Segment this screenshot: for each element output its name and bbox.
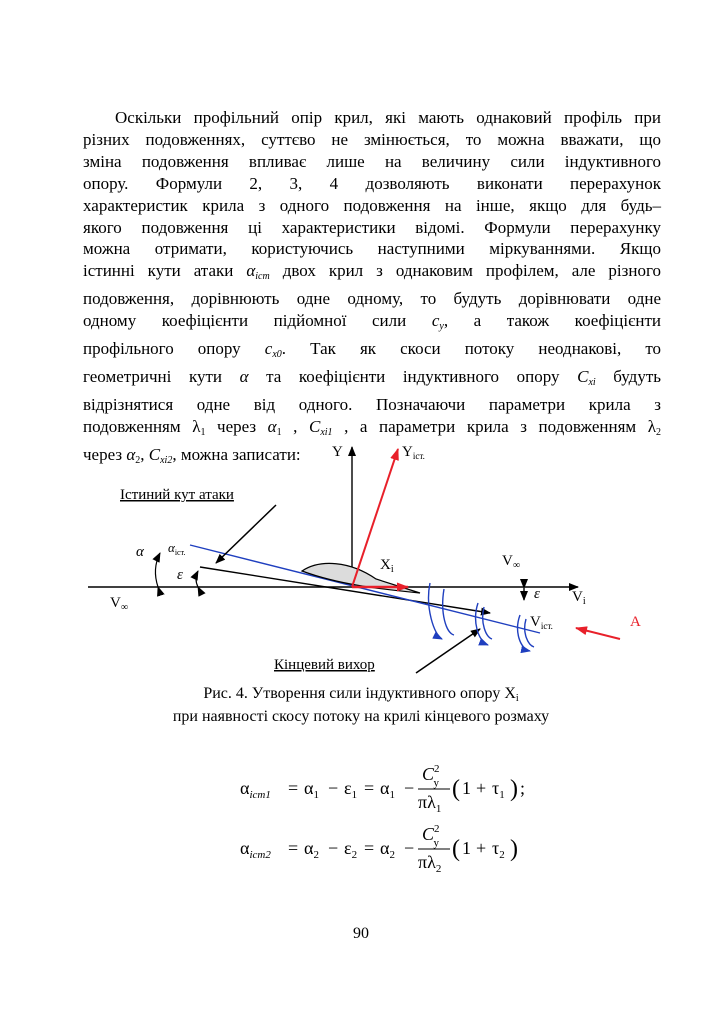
svg-text:τ1: $\tau_1$ bbox=[492, 778, 505, 801]
svg-text:πλ1: $\pi\lambda_1$ bbox=[418, 792, 442, 815]
text-line: опору. Формули 2, 3, 4 дозволяють виконати перерахунок bbox=[83, 173, 661, 193]
label-y-ist: $Y_{іст.}$ bbox=[402, 444, 425, 461]
text-run: подовженням λ bbox=[83, 416, 201, 436]
label-v-ist: $V_{іст.}$ bbox=[530, 614, 553, 631]
tip-vortex-loops bbox=[429, 583, 534, 651]
svg-text:α1: $\alpha_1$ bbox=[380, 778, 395, 801]
text-run: , а також коефіцієнти bbox=[443, 311, 662, 331]
symbol: c bbox=[431, 311, 440, 331]
figure-caption-line-2: при наявності скосу потоку на крилі кінцевого розмаху bbox=[172, 708, 550, 725]
label-true-angle: Істиний кут атаки bbox=[120, 487, 234, 503]
label-xi: $X_i$ bbox=[380, 557, 394, 575]
true-velocity-line bbox=[190, 545, 540, 633]
text-line bbox=[83, 338, 661, 366]
text-line: різних подовженнях, суттєво не змінюється, то можна вважати, що bbox=[83, 129, 661, 149]
svg-text:(: ( bbox=[452, 776, 460, 802]
svg-text:=: = bbox=[364, 838, 375, 858]
epsilon-arc bbox=[196, 571, 198, 587]
svg-text:−: − bbox=[328, 778, 339, 798]
subscript: xі1 bbox=[320, 426, 333, 438]
svg-text:πλ2: $\pi\lambda_2$ bbox=[418, 852, 442, 875]
symbol: α bbox=[267, 416, 277, 436]
text-run: будуть bbox=[613, 366, 662, 386]
svg-text:τ2: $\tau_2$ bbox=[492, 838, 505, 861]
view-arrow-a bbox=[576, 628, 620, 639]
label-v-inf-left: $V_\infty$ bbox=[110, 595, 128, 613]
label-epsilon-right: ε bbox=[534, 586, 540, 602]
formula-1 bbox=[240, 763, 525, 815]
svg-text:1: 1 bbox=[462, 778, 471, 798]
svg-text:α2: $\alpha_2$ bbox=[380, 838, 395, 861]
induced-drag-figure bbox=[80, 437, 660, 677]
svg-text:−: − bbox=[404, 838, 415, 858]
svg-text:=: = bbox=[288, 778, 299, 798]
vortex-pointer bbox=[416, 629, 480, 673]
label-v-inf-right: $V_\infty$ bbox=[502, 553, 520, 571]
symbol: α bbox=[126, 444, 136, 464]
svg-text:αіст2: $\alpha_{іст2}$ bbox=[240, 838, 271, 861]
svg-text:−: − bbox=[328, 838, 339, 858]
text-line: якого подовження ці характеристики відомі. Формули перерахунку bbox=[83, 217, 661, 237]
subscript: 1 bbox=[200, 426, 206, 438]
symbol: C bbox=[577, 366, 589, 386]
body-paragraph bbox=[83, 107, 661, 472]
text-line bbox=[83, 310, 661, 338]
text-line: зміна подовження впливає лише на величину сили індуктивного bbox=[83, 151, 661, 171]
figure-caption-line-1: Рис. 4. Утворення сили індуктивного опору $X_i$ bbox=[203, 685, 519, 704]
label-vortex: Кінцевий вихор bbox=[274, 657, 375, 673]
text-run: , bbox=[140, 444, 149, 464]
label-alpha: α bbox=[136, 544, 144, 560]
symbol: C bbox=[148, 444, 161, 464]
alpha-arc bbox=[155, 553, 160, 587]
svg-text:αіст1: $\alpha_{іст1}$ bbox=[240, 778, 271, 801]
text-run: двох крил з однаковим профілем, але різного bbox=[269, 261, 662, 281]
svg-text:+: + bbox=[476, 838, 487, 858]
subscript: i bbox=[515, 693, 519, 704]
formulas-block bbox=[230, 758, 550, 888]
svg-text:C2y: $C^2$ y bbox=[422, 763, 440, 789]
text-run: одному коефіцієнти підйомної сили bbox=[83, 311, 407, 331]
svg-text:): ) bbox=[510, 836, 518, 862]
subscript: y bbox=[439, 321, 444, 333]
text-run: , можна записати: bbox=[172, 444, 301, 464]
text-run: геометричні кути bbox=[83, 366, 223, 386]
subscript: 1 bbox=[276, 426, 282, 438]
svg-text:C2y: $C^2$ y bbox=[422, 823, 440, 849]
svg-text:=: = bbox=[288, 838, 299, 858]
text-line bbox=[83, 366, 661, 394]
text-run: профільного опору bbox=[83, 339, 241, 359]
formula-2 bbox=[240, 823, 518, 875]
svg-text:ε2: $\varepsilon_2$ bbox=[344, 838, 358, 861]
svg-text:ε1: $\varepsilon_1$ bbox=[344, 778, 358, 801]
svg-text:(: ( bbox=[452, 836, 460, 862]
svg-text:;: ; bbox=[520, 778, 526, 798]
label-vi: $V_i$ bbox=[572, 589, 586, 607]
label-a: A bbox=[630, 614, 641, 630]
subscript: x0 bbox=[272, 349, 282, 361]
page-number: 90 bbox=[353, 925, 369, 942]
subscript: xі2 bbox=[160, 454, 173, 466]
text-run: істинні кути атаки bbox=[83, 261, 234, 281]
text-line bbox=[83, 260, 661, 288]
text-line: можна отримати, користуючись наступними міркуваннями. Якщо bbox=[83, 239, 661, 259]
label-alpha-ist: $\alpha_{іст.}$ bbox=[168, 540, 186, 557]
svg-text:α1: $\alpha_1$ bbox=[304, 778, 319, 801]
subscript: іст bbox=[255, 271, 270, 283]
text-line: характеристик крила з одного подовження на інше, якщо для будь– bbox=[83, 195, 661, 215]
subscript: 2 bbox=[656, 426, 662, 438]
text-run: через bbox=[83, 444, 127, 464]
svg-text:α2: $\alpha_2$ bbox=[304, 838, 319, 861]
svg-text:+: + bbox=[476, 778, 487, 798]
label-y: Y bbox=[332, 444, 343, 460]
svg-text:): ) bbox=[510, 776, 518, 802]
text-line: подовження, дорівнюють одне одному, то будуть дорівнювати одне bbox=[83, 289, 661, 309]
svg-text:=: = bbox=[364, 778, 375, 798]
symbol: C bbox=[308, 416, 321, 436]
svg-text:1: 1 bbox=[462, 838, 471, 858]
text-run: через bbox=[205, 416, 268, 436]
text-run: . Так як скоси потоку неоднакові, то bbox=[281, 339, 662, 359]
text-run: , а параметри крила з подовженням λ bbox=[332, 416, 657, 436]
text-line: Оскільки профільний опір крил, які мають однаковий профіль при bbox=[115, 108, 661, 127]
text-run: , bbox=[281, 416, 309, 436]
subscript: xі bbox=[588, 376, 596, 388]
svg-text:−: − bbox=[404, 778, 415, 798]
symbol: α bbox=[239, 366, 249, 386]
text-line: відрізнятися одне від одного. Позначаючи параметри крила з bbox=[83, 394, 661, 414]
text-run: та коефіцієнти індуктивного опору bbox=[266, 366, 560, 386]
symbol: c bbox=[264, 339, 273, 359]
subscript: 2 bbox=[135, 454, 141, 466]
true-angle-pointer bbox=[216, 505, 276, 563]
symbol: α bbox=[246, 261, 256, 281]
label-epsilon: ε bbox=[177, 567, 183, 583]
